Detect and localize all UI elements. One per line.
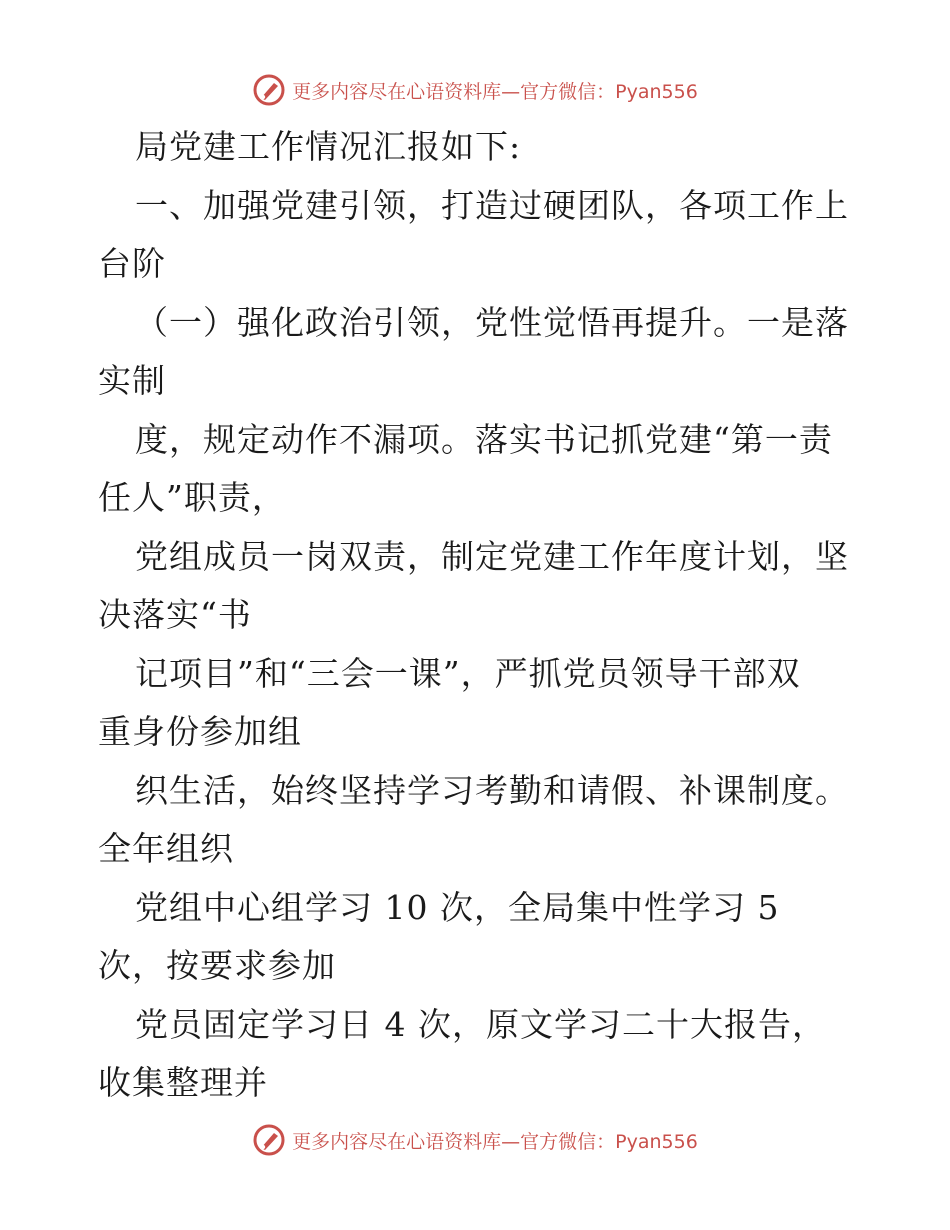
paragraph-line: 记项目”和“三会一课”，严抓党员领导干部双 xyxy=(135,653,801,693)
watermark-text: 更多内容尽在心语资料库—官方微信：Pyan556 xyxy=(292,1130,698,1153)
paragraph-line: 一、加强党建引领，打造过硬团队，各项工作上 xyxy=(135,185,849,225)
paragraph-line: 重身份参加组 xyxy=(98,712,302,751)
pen-logo-icon xyxy=(252,1123,286,1157)
document-body xyxy=(98,118,858,1113)
paragraph-line: 决落实“书 xyxy=(98,595,252,634)
paragraph-line: 实制 xyxy=(98,361,166,400)
paragraph-line: 党组成员一岗双责，制定党建工作年度计划，坚 xyxy=(135,536,849,576)
paragraph-line: 局党建工作情况汇报如下: xyxy=(135,127,522,166)
paragraph-line: 度，规定动作不漏项。落实书记抓党建“第一责 xyxy=(135,419,833,459)
paragraph-line: 收集整理并 xyxy=(98,1063,268,1102)
paragraph-line: 党员固定学习日 4 次，原文学习二十大报告， xyxy=(135,1004,826,1044)
footer-watermark xyxy=(0,1120,950,1160)
paragraph-line: （一）强化政治引领，党性觉悟再提升。一是落 xyxy=(135,302,849,342)
paragraph-line: 全年组织 xyxy=(98,829,234,868)
header-watermark xyxy=(0,70,950,110)
paragraph-line: 织生活，始终坚持学习考勤和请假、补课制度。 xyxy=(135,770,849,810)
watermark-text: 更多内容尽在心语资料库—官方微信：Pyan556 xyxy=(292,80,698,103)
paragraph-line: 台阶 xyxy=(98,244,166,283)
paragraph-line: 任人”职责， xyxy=(98,478,286,517)
pen-logo-icon xyxy=(252,73,286,107)
paragraph-line: 党组中心组学习 10 次，全局集中性学习 5 xyxy=(135,887,780,927)
paragraph-line: 次，按要求参加 xyxy=(98,946,336,985)
